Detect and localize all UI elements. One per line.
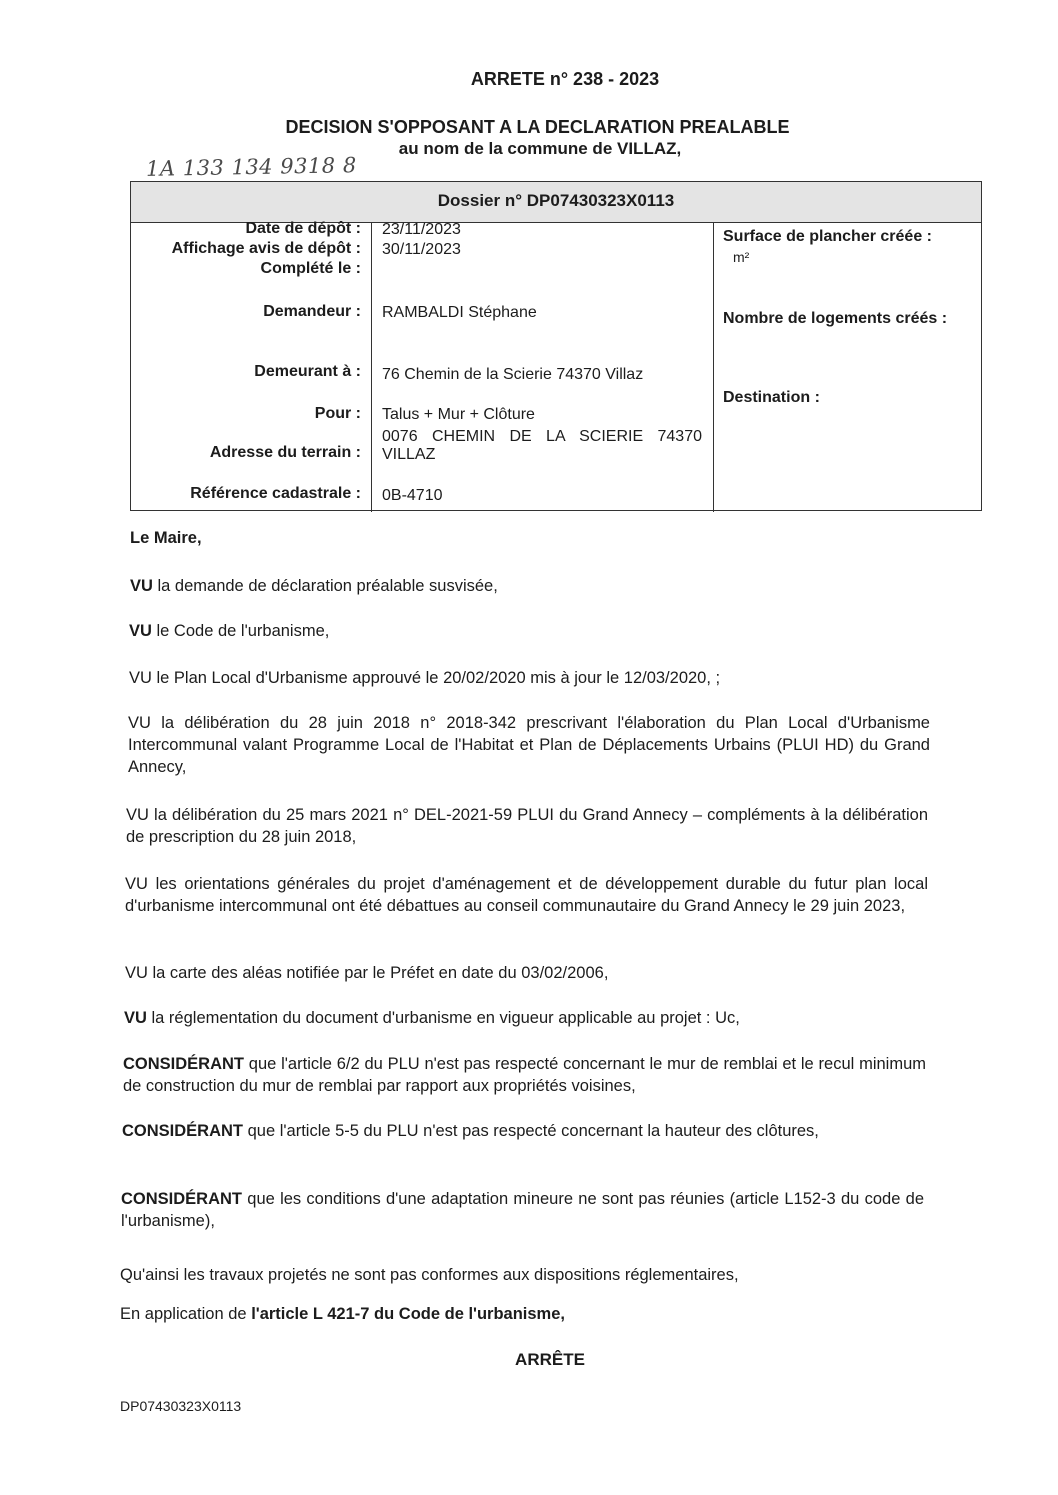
vu-paragraph [129,620,939,642]
commune-subtitle: au nom de la commune de VILLAZ, [398,139,682,158]
vu-text: la réglementation du document d'urbanisme en vigueur applicable au projet : Uc, [146,1009,740,1027]
considerant-paragraph [121,1188,924,1232]
considerant-keyword: CONSIDÉRANT [123,1055,245,1073]
value-demeurant: 76 Chemin de la Scierie 74370 Villaz [382,366,644,383]
value-date-depot: 23/11/2023 [382,221,461,238]
value-adresse-line2: VILLAZ [382,446,436,463]
considerant-keyword: CONSIDÉRANT [122,1122,244,1140]
label-pour: Pour : [314,405,361,422]
vu-text: la demande de déclaration préalable susvisée, [152,577,498,595]
considerant-paragraph [123,1053,926,1097]
considerant-paragraph [122,1120,925,1142]
label-destination: Destination : [723,389,820,406]
application-text: En application de [120,1305,252,1323]
vu-paragraph: VU le Plan Local d'Urbanisme approuvé le 20/02/2020 mis à jour le 12/03/2020, ; [129,669,721,687]
surface-unit: m² [733,249,750,265]
vu-keyword: VU [130,577,153,595]
value-demandeur: RAMBALDI Stéphane [382,304,537,321]
vu-keyword: VU [129,622,152,640]
footer-reference: DP07430323X0113 [120,1398,242,1414]
label-demandeur: Demandeur : [263,303,361,320]
application-article: l'article L 421-7 du Code de l'urbanisme, [251,1305,565,1323]
column-divider [713,222,714,512]
document-title: ARRETE n° 238 - 2023 [470,69,660,89]
dossier-box [130,181,982,511]
vu-paragraph [124,1007,934,1029]
vu-paragraph: VU les orientations générales du projet d'aménagement et de développement durable du futur plan local d'urbanisme intercommunal ont été débattues au conseil communautaire du Grand Annecy le 29 juin 2023, [125,875,928,915]
arrete-heading: ARRÊTE [515,1350,585,1369]
vu-paragraph: VU la délibération du 25 mars 2021 n° DEL-2021-59 PLUI du Grand Annecy – compléments à la délibération de prescription du 28 juin 2018, [126,806,928,846]
value-affichage: 30/11/2023 [382,241,461,258]
vu-paragraph [130,575,940,597]
considerant-keyword: CONSIDÉRANT [121,1190,243,1208]
label-surface: Surface de plancher créée : [723,228,932,245]
considerant-text: que les conditions d'une adaptation mineure ne sont pas réunies (article L152-3 du code de l'urbanisme), [121,1190,924,1230]
considerant-text: que l'article 6/2 du PLU n'est pas respecté concernant le mur de remblai et le recul minimum de construction du mur de remblai par rapport aux propriétés voisines, [123,1055,926,1095]
maire-heading: Le Maire, [130,529,202,547]
vu-paragraph: VU la délibération du 28 juin 2018 n° 2018-342 prescrivant l'élaboration du Plan Local d'Urbanisme Intercommunal valant Programme Local de l'Habitat et Plan de Déplacements Urbains (PLUI HD) du Grand Annecy, [128,714,930,776]
value-pour: Talus + Mur + Clôture [382,406,535,423]
value-reference: 0B-4710 [382,487,443,504]
vu-text: le Code de l'urbanisme, [151,622,330,640]
label-adresse: Adresse du terrain : [209,444,361,461]
quainsi-paragraph: Qu'ainsi les travaux projetés ne sont pas conformes aux dispositions réglementaires, [120,1266,739,1284]
vu-paragraph: VU la carte des aléas notifiée par le Préfet en date du 03/02/2006, [125,964,609,982]
label-demeurant: Demeurant à : [254,363,361,380]
handwritten-number: 1A 133 134 9318 8 [145,153,357,181]
considerant-text: que l'article 5-5 du PLU n'est pas respecté concernant la hauteur des clôtures, [243,1122,819,1140]
label-affichage: Affichage avis de dépôt : [171,240,361,257]
column-divider [371,222,372,512]
label-complete: Complété le : [260,260,361,277]
application-paragraph [120,1303,930,1325]
decision-subtitle: DECISION S'OPPOSANT A LA DECLARATION PREALABLE [285,117,790,137]
label-logements: Nombre de logements créés : [723,310,948,327]
dossier-heading: Dossier n° DP07430323X0113 [131,182,981,223]
vu-keyword: VU [124,1009,147,1027]
label-date-depot: Date de dépôt : [245,220,361,237]
label-reference: Référence cadastrale : [190,485,361,502]
value-adresse-line1: 0076 CHEMIN DE LA SCIERIE 74370 [382,428,702,445]
